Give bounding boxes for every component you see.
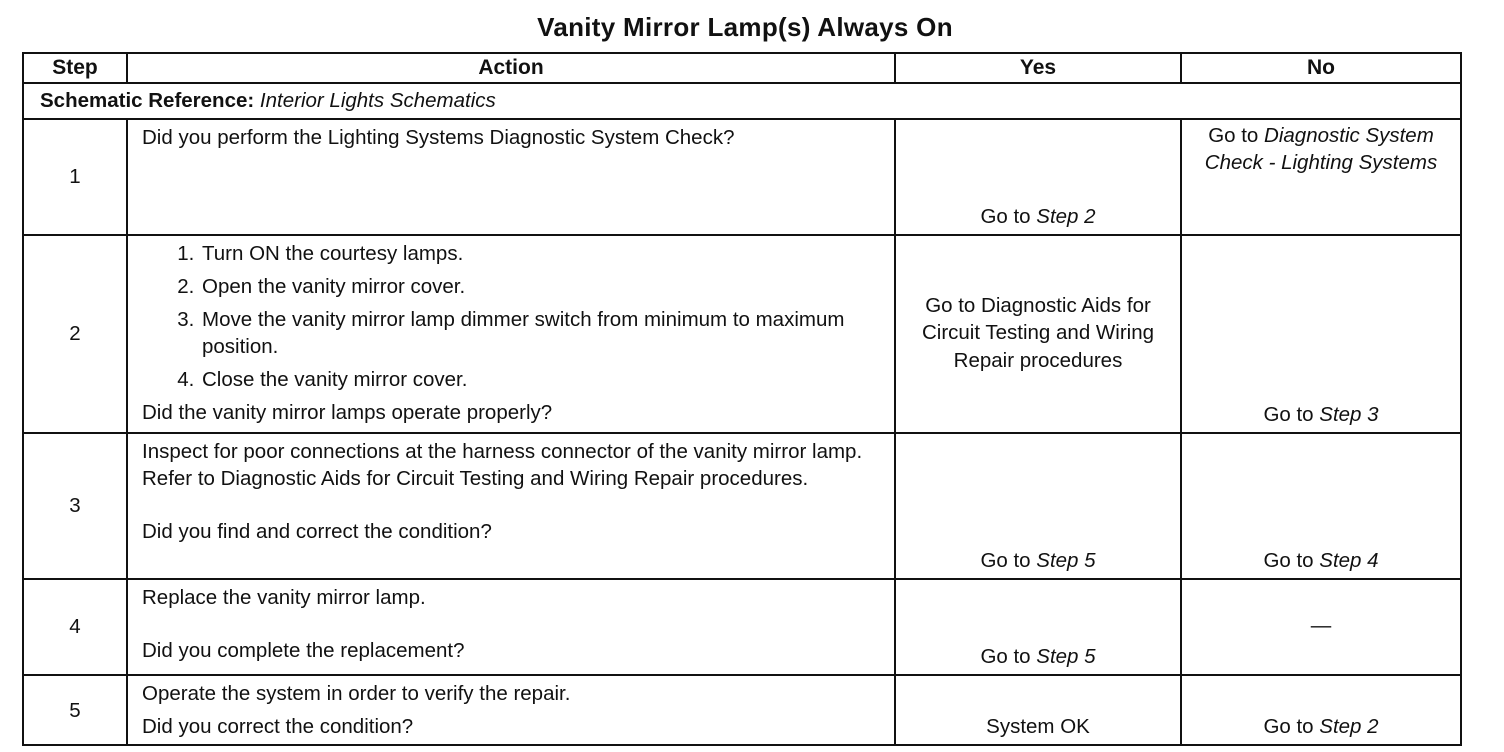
action-question: Did you perform the Lighting Systems Diagnostic System Check? — [142, 126, 735, 149]
action-column-header: Action — [127, 53, 895, 83]
step-number: 2 — [23, 235, 127, 433]
action-question: Did you find and correct the condition? — [142, 520, 492, 544]
yes-cell — [895, 579, 1181, 675]
no-cell — [1181, 235, 1461, 433]
not-applicable-dash: — — [1310, 614, 1332, 638]
header-row — [23, 53, 1461, 83]
step-number: 4 — [23, 579, 127, 675]
schematic-reference-label: Schematic Reference: — [40, 89, 255, 113]
go-to-label: Go to — [1263, 715, 1314, 739]
no-reference-link[interactable]: Diagnostic System Check - Lighting Systems — [1204, 124, 1438, 175]
table-row — [23, 119, 1461, 235]
list-item: 2. Open the vanity mirror cover. — [200, 273, 884, 300]
action-instruction: Operate the system in order to verify the repair. — [142, 682, 571, 705]
yes-step-link[interactable]: Step 5 — [1036, 644, 1096, 668]
schematic-reference-link[interactable]: Interior Lights Schematics — [259, 89, 496, 113]
step-number: 5 — [23, 675, 127, 745]
step-number: 3 — [23, 433, 127, 579]
go-to-label: Go to — [1263, 402, 1314, 426]
no-step-link[interactable]: Step 3 — [1319, 402, 1379, 426]
action-question: Did you complete the replacement? — [142, 639, 465, 663]
yes-result: System OK — [986, 715, 1090, 739]
action-cell — [127, 235, 895, 433]
action-cell — [127, 675, 895, 745]
go-to-label: Go to — [980, 548, 1031, 572]
yes-cell — [895, 675, 1181, 745]
document-title: Vanity Mirror Lamp(s) Always On — [537, 12, 953, 42]
action-cell — [127, 119, 895, 235]
no-cell — [1181, 119, 1461, 235]
yes-cell — [895, 119, 1181, 235]
action-cell — [127, 579, 895, 675]
action-question: Did the vanity mirror lamps operate properly? — [142, 401, 553, 425]
table-row — [23, 433, 1461, 579]
schematic-reference-row — [23, 83, 1461, 119]
no-cell — [1181, 433, 1461, 579]
yes-step-link[interactable]: Step 2 — [1036, 204, 1096, 228]
table-row — [23, 579, 1461, 675]
action-instruction: Replace the vanity mirror lamp. — [142, 586, 426, 609]
yes-instruction: Go to Diagnostic Aids for Circuit Testing and Wiring Repair procedures — [921, 294, 1155, 372]
yes-column-header: Yes — [895, 53, 1181, 83]
go-to-label: Go to — [1263, 548, 1314, 572]
go-to-label: Go to — [980, 644, 1031, 668]
yes-cell — [895, 235, 1181, 433]
no-cell — [1181, 579, 1461, 675]
no-cell — [1181, 675, 1461, 745]
action-question: Did you correct the condition? — [142, 715, 414, 739]
step-column-header: Step — [23, 53, 127, 83]
go-to-label: Go to — [1208, 124, 1259, 147]
yes-cell — [895, 433, 1181, 579]
step-number: 1 — [23, 119, 127, 235]
diagnostic-table — [22, 52, 1462, 746]
table-row — [23, 675, 1461, 745]
no-column-header: No — [1181, 53, 1461, 83]
list-item: 1. Turn ON the courtesy lamps. — [200, 240, 884, 267]
list-item: 4. Close the vanity mirror cover. — [200, 366, 884, 393]
procedure-list — [142, 240, 884, 393]
yes-step-link[interactable]: Step 5 — [1036, 548, 1096, 572]
go-to-label: Go to — [980, 204, 1031, 228]
no-step-link[interactable]: Step 2 — [1319, 715, 1379, 739]
action-instruction: Inspect for poor connections at the harness connector of the vanity mirror lamp. Refer to Diagnostic Aids for Circuit Testing and Wiring Repair procedures. — [142, 440, 863, 491]
schematic-reference — [23, 83, 1461, 119]
table-row — [23, 235, 1461, 433]
no-step-link[interactable]: Step 4 — [1319, 548, 1379, 572]
list-item: 3. Move the vanity mirror lamp dimmer switch from minimum to maximum position. — [200, 306, 884, 360]
action-cell — [127, 433, 895, 579]
